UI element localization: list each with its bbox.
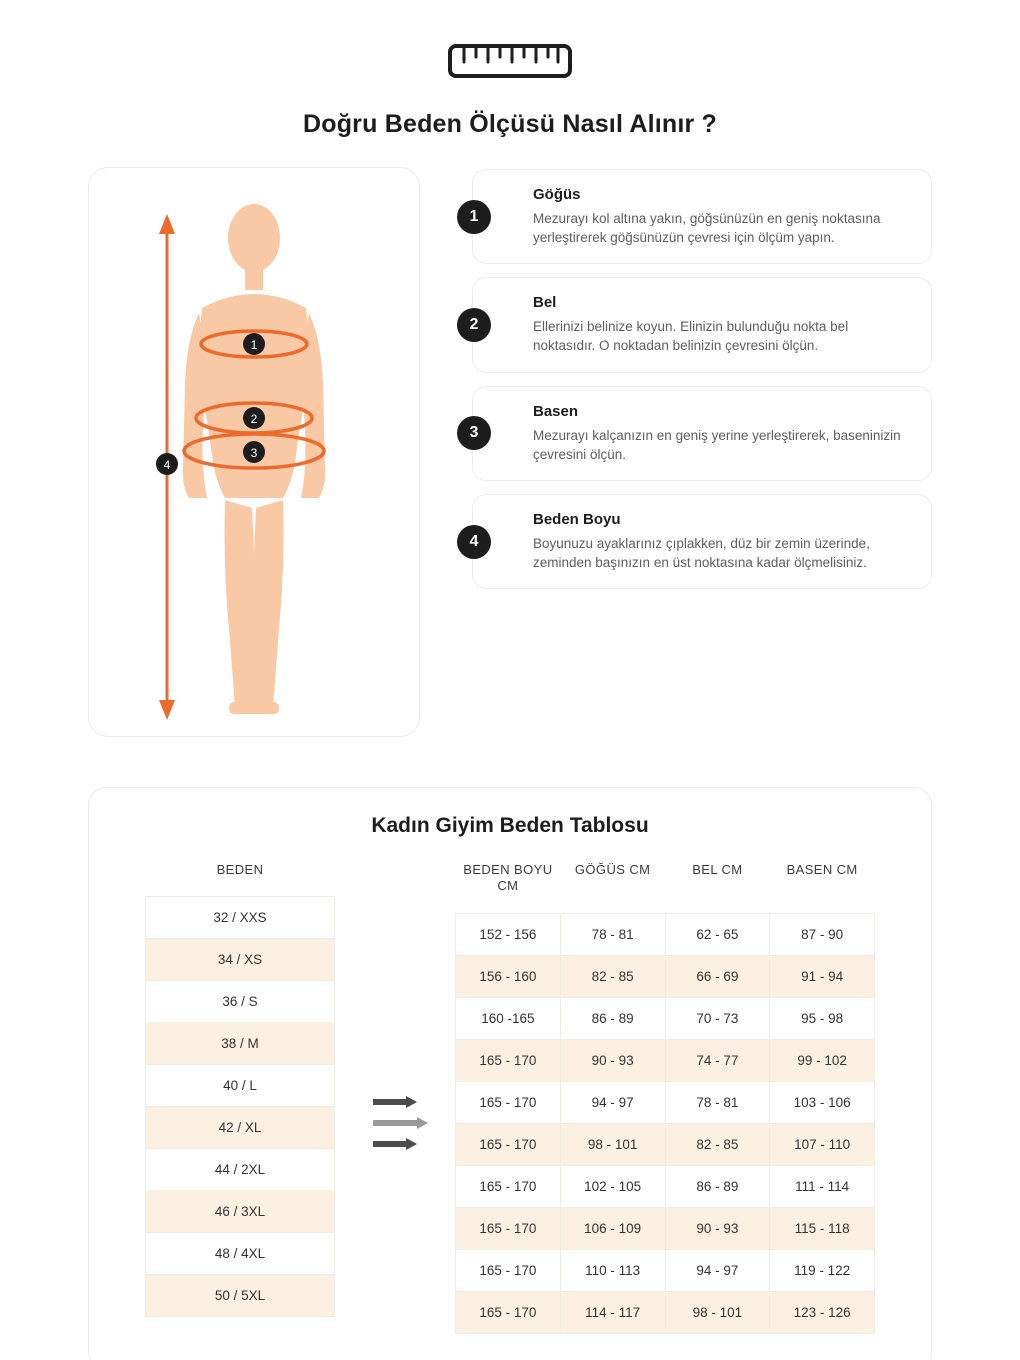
marker-3 <box>243 441 265 463</box>
measurement-cell: 119 - 122 <box>770 1249 875 1291</box>
table-row <box>146 939 335 981</box>
measurement-cell: 78 - 81 <box>665 1081 770 1123</box>
step-description: Mezurayı kol altına yakın, göğsünüzün en geniş noktasına yerleştirerek göğsünüzün çevresi için ölçüm yapın. <box>533 211 881 246</box>
measurement-cell: 165 - 170 <box>456 1207 561 1249</box>
arrow-icon <box>373 1096 417 1108</box>
step-description: Ellerinizi belinize koyun. Elinizin bulunduğu nokta bel noktasıdır. O noktadan belinizin çevresini ölçün. <box>533 319 849 354</box>
measurement-cell: 156 - 160 <box>456 955 561 997</box>
measurement-cell: 160 -165 <box>456 997 561 1039</box>
measurement-cell: 165 - 170 <box>456 1291 561 1333</box>
step-title: Bel <box>533 294 557 312</box>
measurements-column <box>455 856 875 1334</box>
marker-4 <box>156 453 178 475</box>
step-number-badge: 3 <box>457 416 491 450</box>
measurement-cell: 102 - 105 <box>560 1165 665 1207</box>
measurement-cell: 165 - 170 <box>456 1039 561 1081</box>
measurement-cell: 66 - 69 <box>665 955 770 997</box>
measurement-cell: 78 - 81 <box>560 913 665 955</box>
svg-text:3: 3 <box>250 446 258 460</box>
measurement-cell: 90 - 93 <box>665 1207 770 1249</box>
table-row <box>146 1233 335 1275</box>
measurement-cell: 111 - 114 <box>770 1165 875 1207</box>
measurement-cell: 95 - 98 <box>770 997 875 1039</box>
measurement-cell: 165 - 170 <box>456 1123 561 1165</box>
size-cell: 40 / L <box>146 1065 335 1107</box>
measurement-cell: 123 - 126 <box>770 1291 875 1333</box>
measurement-cell: 74 - 77 <box>665 1039 770 1081</box>
svg-text:4: 4 <box>163 458 171 472</box>
step-chest <box>469 169 932 264</box>
measurement-cell: 94 - 97 <box>665 1249 770 1291</box>
table-row <box>146 897 335 939</box>
table-row <box>456 1207 875 1249</box>
measurement-cell: 165 - 170 <box>456 1249 561 1291</box>
table-row <box>146 1149 335 1191</box>
table-row <box>456 1123 875 1165</box>
page-title: Doğru Beden Ölçüsü Nasıl Alınır ? <box>302 110 718 138</box>
table-row <box>456 1249 875 1291</box>
table-row <box>146 1191 335 1233</box>
measurement-cell: 99 - 102 <box>770 1039 875 1081</box>
table-row <box>456 1039 875 1081</box>
measurement-cell: 98 - 101 <box>665 1291 770 1333</box>
measurement-cell: 98 - 101 <box>560 1123 665 1165</box>
column-header: BASEN CM <box>786 862 858 877</box>
step-title: Göğüs <box>533 186 581 203</box>
measurement-guide-section <box>0 139 1020 737</box>
steps-list <box>469 167 932 737</box>
arrow-icon <box>373 1138 417 1150</box>
step-waist <box>469 277 932 372</box>
table-row <box>456 997 875 1039</box>
size-cell: 38 / M <box>146 1023 335 1065</box>
measurement-cell: 62 - 65 <box>665 913 770 955</box>
marker-1 <box>243 333 265 355</box>
measurement-cell: 110 - 113 <box>560 1249 665 1291</box>
size-cell: 36 / S <box>146 981 335 1023</box>
measurement-cell: 165 - 170 <box>456 1081 561 1123</box>
table-row <box>146 1065 335 1107</box>
svg-text:2: 2 <box>250 412 258 426</box>
size-header: BEDEN <box>216 862 264 877</box>
column-header: BEDEN BOYU CM <box>463 862 553 894</box>
table-row <box>456 1081 875 1123</box>
marker-2 <box>243 407 265 429</box>
size-table-card <box>88 787 932 1360</box>
measurement-cell: 86 - 89 <box>665 1165 770 1207</box>
measurement-cell: 90 - 93 <box>560 1039 665 1081</box>
size-cell: 42 / XL <box>146 1107 335 1149</box>
size-cell: 50 / 5XL <box>146 1275 335 1317</box>
table-row <box>456 1165 875 1207</box>
table-row <box>146 981 335 1023</box>
size-column <box>145 856 335 1317</box>
measurement-cell: 86 - 89 <box>560 997 665 1039</box>
measurement-cell: 87 - 90 <box>770 913 875 955</box>
ruler-icon <box>448 38 572 84</box>
body-silhouette-diagram <box>89 168 419 736</box>
measurement-cell: 94 - 97 <box>560 1081 665 1123</box>
column-header: BEL CM <box>692 862 743 877</box>
size-table-title: Kadın Giyim Beden Tablosu <box>371 814 649 837</box>
arrows-decoration <box>335 856 455 1150</box>
body-figure-card <box>88 167 420 737</box>
measurement-cell: 107 - 110 <box>770 1123 875 1165</box>
ruler-icon-container <box>0 0 1020 84</box>
step-description: Boyunuzu ayaklarınız çıplakken, düz bir zemin üzerinde, zeminden başınızın en üst noktasına kadar ölçmelisiniz. <box>533 535 870 571</box>
measurement-cell: 82 - 85 <box>560 955 665 997</box>
measurement-cell: 91 - 94 <box>770 955 875 997</box>
size-cell: 44 / 2XL <box>146 1149 335 1191</box>
size-cell: 34 / XS <box>146 939 335 981</box>
size-table-sizes <box>145 856 335 1317</box>
arrow-icon <box>373 1117 417 1129</box>
svg-text:1: 1 <box>250 338 258 352</box>
table-row <box>146 1107 335 1149</box>
measurement-cell: 106 - 109 <box>560 1207 665 1249</box>
measurement-cell: 82 - 85 <box>665 1123 770 1165</box>
measurement-cell: 70 - 73 <box>665 997 770 1039</box>
table-row <box>456 1291 875 1333</box>
measurement-cell: 115 - 118 <box>770 1207 875 1249</box>
step-title: Beden Boyu <box>533 510 621 528</box>
step-hip <box>469 386 932 481</box>
table-row <box>456 955 875 997</box>
measurement-cell: 152 - 156 <box>456 913 561 955</box>
measurement-cell: 114 - 117 <box>560 1291 665 1333</box>
size-cell: 46 / 3XL <box>146 1191 335 1233</box>
size-cell: 48 / 4XL <box>146 1233 335 1275</box>
size-cell: 32 / XXS <box>146 897 335 939</box>
table-row <box>146 1023 335 1065</box>
step-number-badge: 1 <box>457 200 491 234</box>
step-height <box>469 494 932 589</box>
table-row <box>456 913 875 955</box>
size-table-measurements <box>455 856 875 1334</box>
measurement-cell: 103 - 106 <box>770 1081 875 1123</box>
column-header: GÖĞÜS CM <box>574 862 651 877</box>
step-description: Mezurayı kalçanızın en geniş yerine yerleştirerek, baseninizin çevresini ölçün. <box>533 427 901 462</box>
step-title: Basen <box>533 402 579 420</box>
step-number-badge: 4 <box>457 525 491 559</box>
table-row <box>146 1275 335 1317</box>
measurement-cell: 165 - 170 <box>456 1165 561 1207</box>
step-number-badge: 2 <box>457 308 491 342</box>
